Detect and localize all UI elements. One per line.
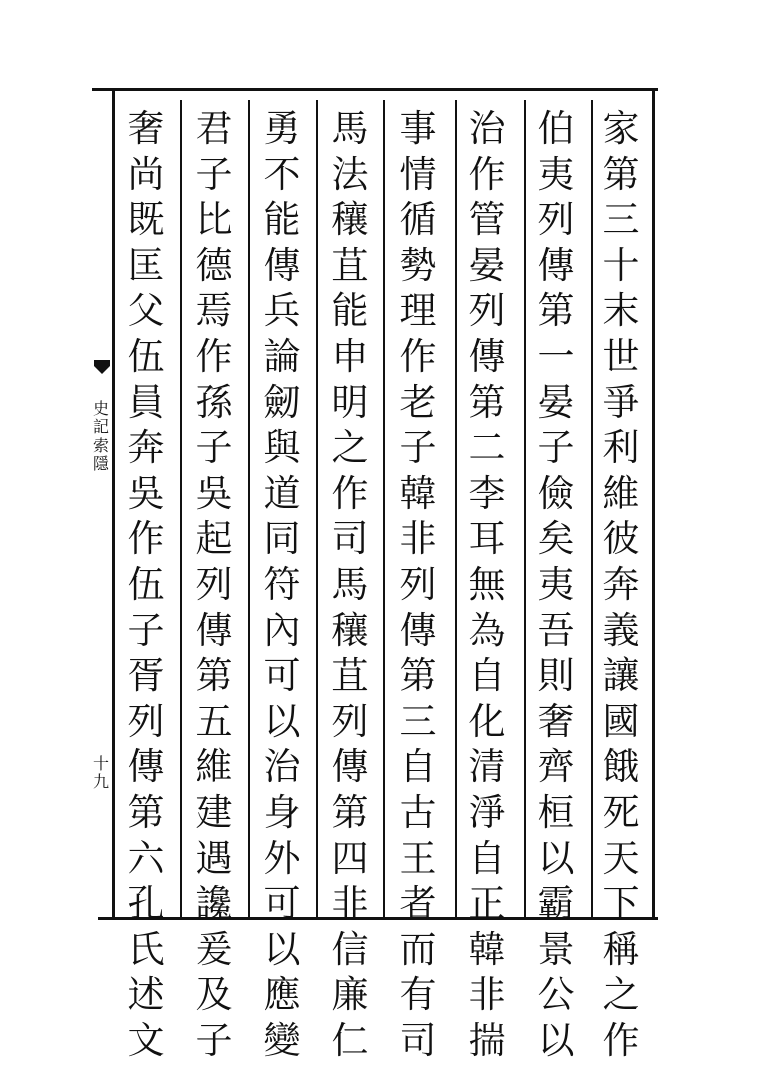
glyph: 奢	[127, 107, 165, 150]
glyph: 自	[399, 745, 437, 789]
glyph: 吳	[195, 471, 233, 515]
glyph: 仁	[331, 1018, 369, 1062]
glyph: 子	[195, 426, 233, 470]
spine-glyph: 隱	[92, 454, 109, 474]
column-rule	[591, 100, 593, 918]
glyph: 讓	[602, 654, 640, 698]
glyph: 十	[602, 243, 640, 287]
spine-glyph: 九	[92, 771, 109, 791]
glyph: 文	[127, 1018, 165, 1062]
glyph: 第	[399, 654, 437, 698]
glyph: 劒	[263, 380, 301, 424]
glyph: 勇	[263, 107, 301, 150]
frame-left-border	[112, 88, 115, 918]
column-rule	[524, 100, 526, 918]
glyph: 第	[537, 289, 575, 333]
column-rule	[383, 100, 385, 918]
glyph: 韓	[468, 927, 506, 971]
glyph: 天	[602, 836, 640, 880]
glyph: 能	[263, 198, 301, 242]
glyph: 列	[537, 198, 575, 242]
glyph: 第	[195, 654, 233, 698]
glyph: 列	[331, 699, 369, 743]
glyph: 爰	[195, 927, 233, 971]
glyph: 家	[602, 107, 640, 150]
glyph: 德	[195, 243, 233, 287]
text-column-2	[534, 107, 578, 1067]
glyph: 景	[537, 927, 575, 971]
glyph: 國	[602, 699, 640, 743]
glyph: 六	[127, 836, 165, 880]
glyph: 道	[263, 471, 301, 515]
glyph: 伯	[537, 107, 575, 150]
glyph: 作	[195, 334, 233, 378]
glyph: 維	[195, 745, 233, 789]
glyph: 桓	[537, 790, 575, 834]
glyph: 爭	[602, 380, 640, 424]
glyph: 奔	[602, 562, 640, 606]
glyph: 晏	[537, 380, 575, 424]
glyph: 循	[399, 198, 437, 242]
glyph: 匡	[127, 243, 165, 287]
glyph: 作	[127, 517, 165, 561]
glyph: 傳	[537, 243, 575, 287]
glyph: 馬	[331, 107, 369, 150]
glyph: 與	[263, 426, 301, 470]
glyph: 清	[468, 745, 506, 789]
glyph: 作	[468, 152, 506, 196]
spine-glyph: 史	[92, 399, 109, 418]
glyph: 第	[127, 790, 165, 834]
glyph: 穰	[331, 608, 369, 652]
glyph: 死	[602, 790, 640, 834]
glyph: 廉	[331, 973, 369, 1017]
glyph: 作	[602, 1018, 640, 1062]
spine-glyph: 索	[92, 435, 109, 455]
text-column-5	[328, 107, 372, 1067]
glyph: 無	[468, 562, 506, 606]
glyph: 奢	[537, 699, 575, 743]
column-rule	[248, 100, 250, 918]
glyph: 耳	[468, 517, 506, 561]
glyph: 孫	[195, 380, 233, 424]
glyph: 矣	[537, 517, 575, 561]
glyph: 子	[195, 152, 233, 196]
glyph: 傳	[399, 608, 437, 652]
glyph: 古	[399, 790, 437, 834]
glyph: 氏	[127, 927, 165, 971]
glyph: 司	[399, 1018, 437, 1062]
glyph: 傳	[195, 608, 233, 652]
spine-glyph: 記	[92, 417, 109, 437]
glyph: 焉	[195, 289, 233, 333]
glyph: 兵	[263, 289, 301, 333]
glyph: 讒	[195, 882, 233, 926]
glyph: 者	[399, 882, 437, 926]
glyph: 父	[127, 289, 165, 333]
text-column-7	[192, 107, 236, 1067]
text-column-4	[396, 107, 440, 1067]
glyph: 可	[263, 654, 301, 698]
glyph: 苴	[331, 654, 369, 698]
glyph: 論	[263, 334, 301, 378]
glyph: 變	[263, 1018, 301, 1062]
glyph: 子	[537, 426, 575, 470]
frame-right-border	[652, 88, 655, 918]
glyph: 第	[331, 790, 369, 834]
glyph: 韓	[399, 471, 437, 515]
glyph: 應	[263, 973, 301, 1017]
glyph: 胥	[127, 654, 165, 698]
glyph: 子	[195, 1018, 233, 1062]
glyph: 稱	[602, 927, 640, 971]
glyph: 世	[602, 334, 640, 378]
glyph: 遇	[195, 836, 233, 880]
glyph: 既	[127, 198, 165, 242]
glyph: 內	[263, 608, 301, 652]
glyph: 第	[468, 380, 506, 424]
glyph: 非	[399, 517, 437, 561]
glyph: 以	[537, 836, 575, 880]
glyph: 有	[399, 973, 437, 1017]
glyph: 治	[263, 745, 301, 789]
spine-glyph: 十	[92, 754, 109, 773]
column-rule	[316, 100, 318, 918]
glyph: 而	[399, 927, 437, 971]
glyph: 利	[602, 426, 640, 470]
glyph: 末	[602, 289, 640, 333]
glyph: 老	[399, 380, 437, 424]
glyph: 司	[331, 517, 369, 561]
glyph: 能	[331, 289, 369, 333]
glyph: 三	[399, 699, 437, 743]
glyph: 為	[468, 608, 506, 652]
glyph: 公	[537, 973, 575, 1017]
glyph: 傳	[331, 745, 369, 789]
glyph: 正	[468, 882, 506, 926]
glyph: 比	[195, 198, 233, 242]
glyph: 下	[602, 882, 640, 926]
glyph: 五	[195, 699, 233, 743]
glyph: 申	[331, 334, 369, 378]
glyph: 苴	[331, 243, 369, 287]
glyph: 以	[263, 699, 301, 743]
glyph: 列	[127, 699, 165, 743]
glyph: 之	[331, 426, 369, 470]
glyph: 非	[468, 973, 506, 1017]
glyph: 信	[331, 927, 369, 971]
glyph: 夷	[537, 562, 575, 606]
glyph: 事	[399, 107, 437, 150]
text-column-8	[124, 107, 168, 1067]
glyph: 身	[263, 790, 301, 834]
glyph: 晏	[468, 243, 506, 287]
spine-page-number	[90, 755, 112, 790]
glyph: 法	[331, 152, 369, 196]
glyph: 建	[195, 790, 233, 834]
glyph: 符	[263, 562, 301, 606]
glyph: 三	[602, 198, 640, 242]
glyph: 奔	[127, 426, 165, 470]
glyph: 自	[468, 836, 506, 880]
glyph: 治	[468, 107, 506, 150]
glyph: 彼	[602, 517, 640, 561]
glyph: 則	[537, 654, 575, 698]
glyph: 霸	[537, 882, 575, 926]
glyph: 李	[468, 471, 506, 515]
text-column-6	[260, 107, 304, 1067]
glyph: 列	[195, 562, 233, 606]
glyph: 明	[331, 380, 369, 424]
glyph: 吳	[127, 471, 165, 515]
glyph: 義	[602, 608, 640, 652]
glyph: 管	[468, 198, 506, 242]
spine-book-title	[90, 400, 112, 474]
glyph: 儉	[537, 471, 575, 515]
glyph: 化	[468, 699, 506, 743]
glyph: 傳	[127, 745, 165, 789]
glyph: 伍	[127, 562, 165, 606]
column-rule	[180, 100, 182, 918]
glyph: 可	[263, 882, 301, 926]
column-rule	[455, 100, 457, 918]
glyph: 一	[537, 334, 575, 378]
glyph: 以	[263, 927, 301, 971]
glyph: 自	[468, 654, 506, 698]
glyph: 作	[399, 334, 437, 378]
glyph: 作	[331, 471, 369, 515]
glyph: 傳	[468, 334, 506, 378]
glyph: 君	[195, 107, 233, 150]
glyph: 尚	[127, 152, 165, 196]
glyph: 維	[602, 471, 640, 515]
glyph: 外	[263, 836, 301, 880]
glyph: 馬	[331, 562, 369, 606]
glyph: 勢	[399, 243, 437, 287]
glyph: 餓	[602, 745, 640, 789]
glyph: 之	[602, 973, 640, 1017]
glyph: 傳	[263, 243, 301, 287]
glyph: 孔	[127, 882, 165, 926]
glyph: 王	[399, 836, 437, 880]
glyph: 子	[127, 608, 165, 652]
glyph: 揣	[468, 1018, 506, 1062]
glyph: 列	[468, 289, 506, 333]
glyph: 及	[195, 973, 233, 1017]
glyph: 淨	[468, 790, 506, 834]
glyph: 員	[127, 380, 165, 424]
glyph: 以	[537, 1018, 575, 1062]
text-column-3	[465, 107, 509, 1067]
glyph: 不	[263, 152, 301, 196]
glyph: 述	[127, 973, 165, 1017]
glyph: 穰	[331, 198, 369, 242]
glyph: 第	[602, 152, 640, 196]
fish-tail-mark-icon	[94, 360, 110, 374]
glyph: 二	[468, 426, 506, 470]
glyph: 同	[263, 517, 301, 561]
glyph: 情	[399, 152, 437, 196]
glyph: 吾	[537, 608, 575, 652]
glyph: 伍	[127, 334, 165, 378]
glyph: 四	[331, 836, 369, 880]
glyph: 起	[195, 517, 233, 561]
glyph: 子	[399, 426, 437, 470]
glyph: 列	[399, 562, 437, 606]
glyph: 非	[331, 882, 369, 926]
text-column-1	[599, 107, 643, 1067]
glyph: 理	[399, 289, 437, 333]
glyph: 夷	[537, 152, 575, 196]
glyph: 齊	[537, 745, 575, 789]
frame-top-border	[92, 88, 658, 91]
